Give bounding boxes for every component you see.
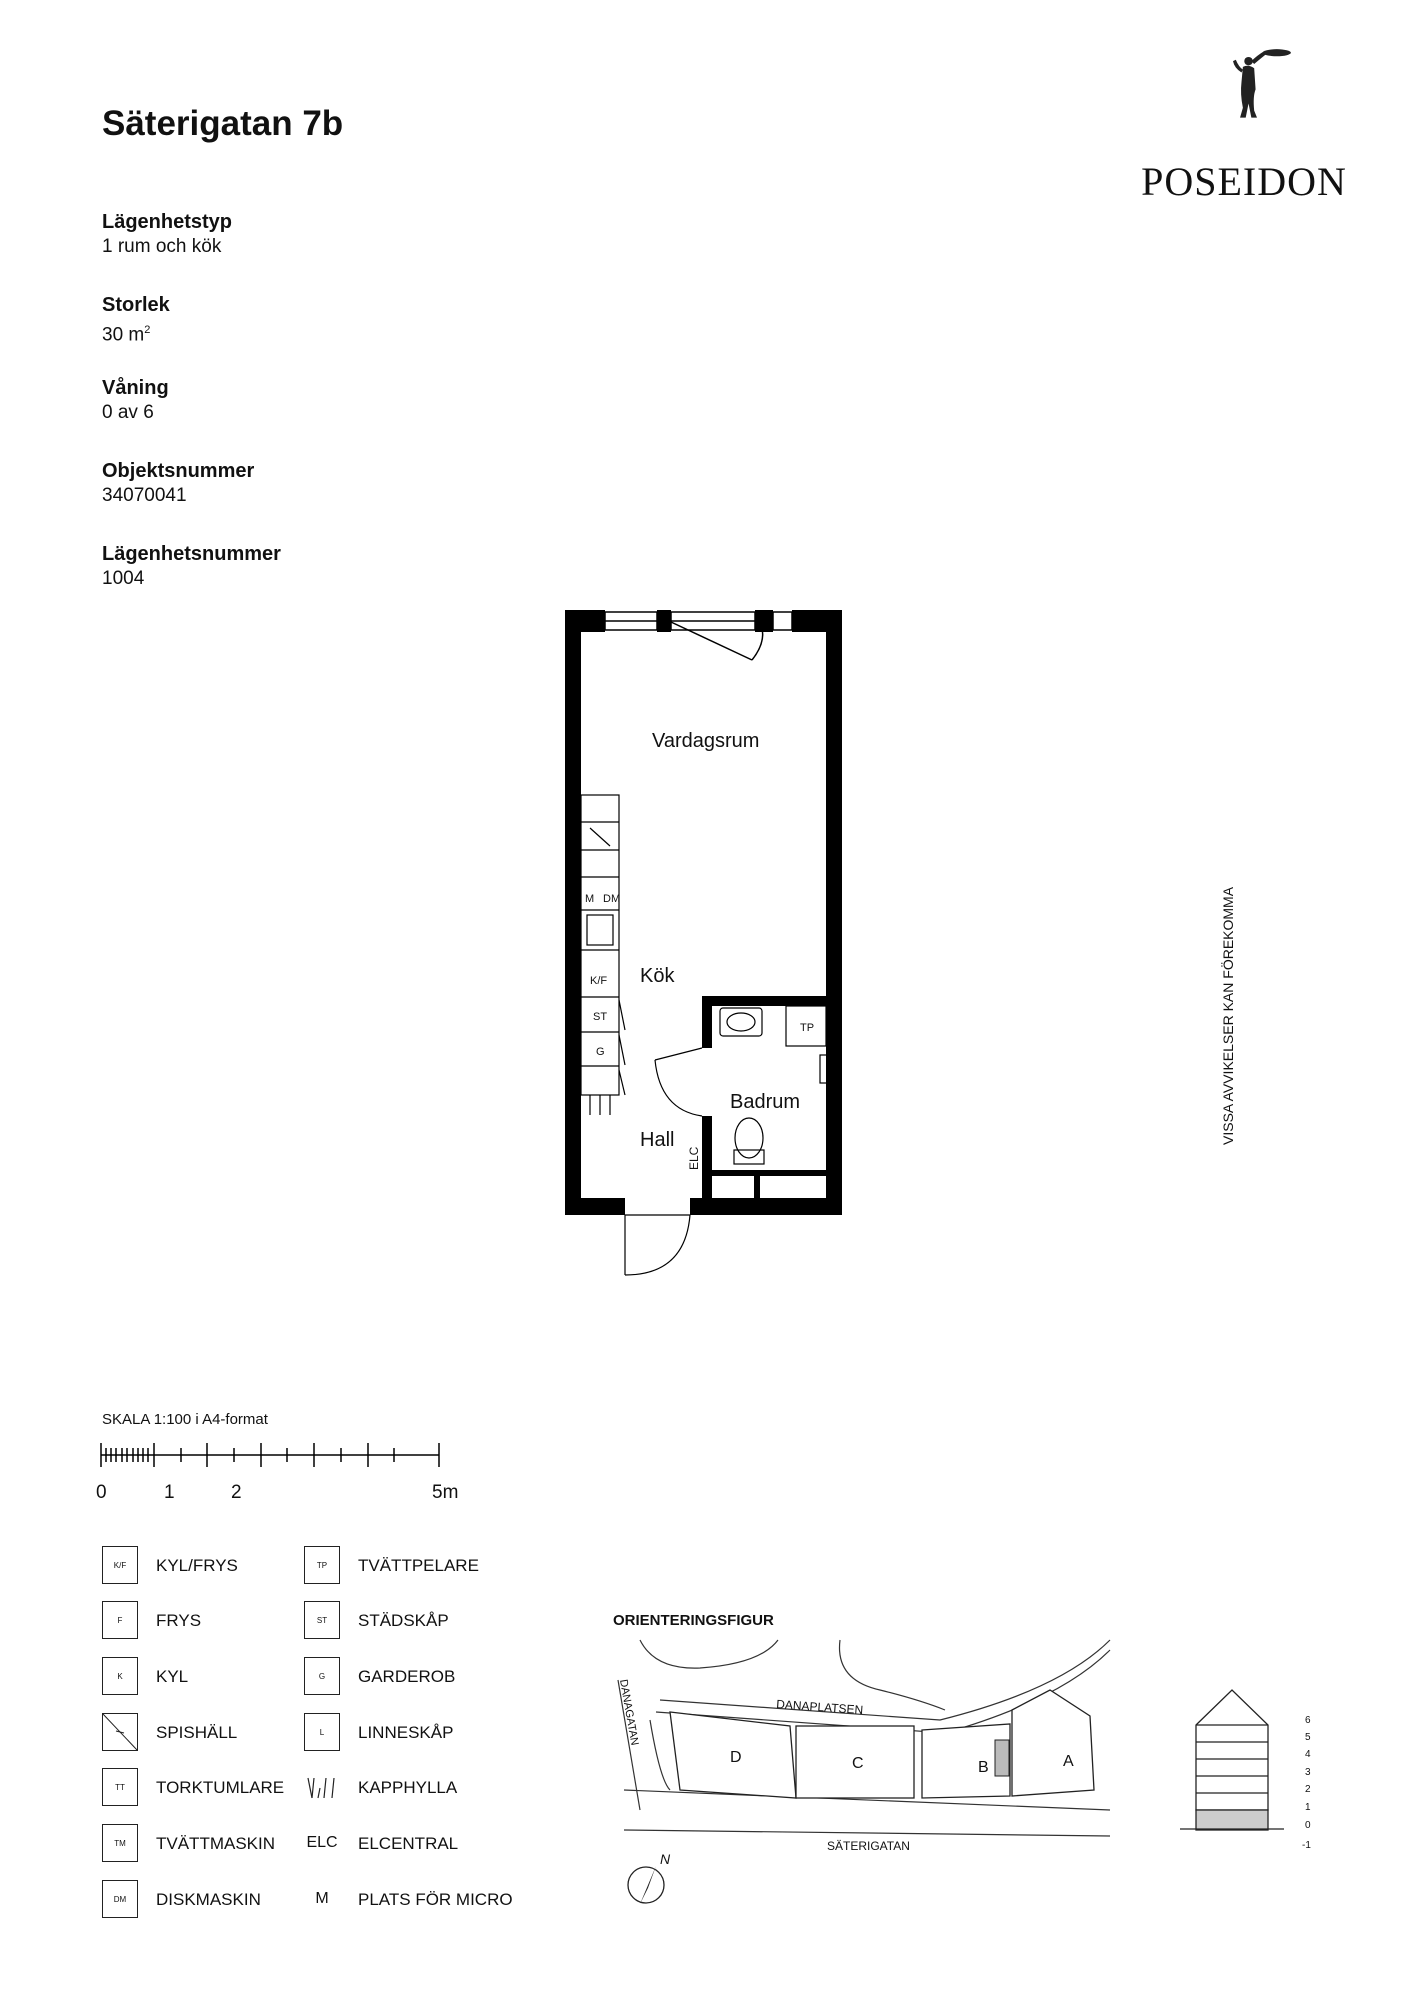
info-label: Objektsnummer <box>102 460 255 482</box>
info-value: 34070041 <box>102 485 187 506</box>
mark-washing-column: TP <box>800 1022 815 1034</box>
street-saterigatan: SÄTERIGATAN <box>827 1839 910 1853</box>
room-label-hall: Hall <box>640 1129 675 1151</box>
brand-logo-text: POSEIDON <box>1141 159 1347 204</box>
mark-cleaning-closet: ST <box>593 1011 608 1023</box>
disclaimer-text: VISSA AVVIKELSER KAN FÖREKOMMA <box>1220 886 1236 1145</box>
legend-text: LINNESKÅP <box>358 1723 454 1742</box>
floor-label-4: 4 <box>1305 1749 1311 1760</box>
info-label: Lägenhetstyp <box>102 211 233 233</box>
legend-text: DISKMASKIN <box>156 1890 261 1909</box>
legend-text: ELCENTRAL <box>358 1834 459 1853</box>
floor-label-6: 6 <box>1305 1715 1311 1726</box>
mark-wardrobe: G <box>596 1046 605 1058</box>
info-value: 0 av 6 <box>102 402 154 423</box>
scale-label: SKALA 1:100 i A4-format <box>102 1411 268 1428</box>
legend-text: FRYS <box>156 1611 202 1630</box>
mark-dishwasher: DM <box>603 893 621 905</box>
legend-symbol: ELC <box>306 1834 338 1851</box>
building-d-label: D <box>730 1749 742 1766</box>
info-label: Storlek <box>102 294 170 316</box>
legend-text: KYL <box>156 1667 189 1686</box>
legend-symbol: M <box>315 1890 329 1907</box>
legend-symbol: TM <box>102 1824 138 1862</box>
orientation-title: ORIENTERINGSFIGUR <box>613 1612 774 1629</box>
legend-text: TORKTUMLARE <box>156 1778 285 1797</box>
legend-symbol: ST <box>304 1601 340 1639</box>
legend-symbol: K/F <box>102 1546 138 1584</box>
floor-label-5: 5 <box>1305 1732 1311 1743</box>
mark-fridge-freezer: K/F <box>590 975 608 987</box>
building-b-label: B <box>978 1759 989 1776</box>
page-title: Säterigatan 7b <box>102 104 344 143</box>
legend-text: STÄDSKÅP <box>358 1611 449 1630</box>
room-label-vardagsrum: Vardagsrum <box>652 730 760 752</box>
scale-tick-0: 0 <box>96 1482 107 1503</box>
building-a-label: A <box>1063 1753 1074 1770</box>
info-label: Våning <box>102 377 169 399</box>
legend-text: TVÄTTMASKIN <box>156 1834 276 1853</box>
legend-text: KYL/FRYS <box>156 1556 238 1575</box>
floor-label-3: 3 <box>1305 1767 1311 1778</box>
info-label: Lägenhetsnummer <box>102 543 281 565</box>
scale-tick-5m: 5m <box>432 1482 459 1503</box>
mark-micro: M <box>585 893 595 905</box>
room-label-badrum: Badrum <box>730 1091 801 1113</box>
street-danaplatsen: DANAPLATSEN <box>775 1697 864 1718</box>
building-b-highlight <box>995 1740 1009 1776</box>
floor-label-2: 2 <box>1305 1784 1311 1795</box>
legend-symbol: K <box>102 1657 138 1695</box>
room-label-kok: Kök <box>640 965 675 987</box>
size-unit-exponent: 2 <box>144 324 151 336</box>
street-danagatan: DANAGATAN <box>617 1678 641 1747</box>
legend-symbol: TP <box>304 1546 340 1584</box>
legend-text: KAPPHYLLA <box>358 1778 458 1797</box>
floor-label-minus1: -1 <box>1302 1840 1311 1851</box>
north-label: N <box>660 1851 671 1867</box>
legend-symbol: G <box>304 1657 340 1695</box>
info-value: 1 rum och kök <box>102 236 222 257</box>
floor-label-1: 1 <box>1305 1802 1311 1813</box>
legend-symbol: L <box>304 1713 340 1751</box>
scale-tick-2: 2 <box>231 1482 242 1503</box>
floor-label-0: 0 <box>1305 1820 1311 1831</box>
info-value: 1004 <box>102 568 145 589</box>
legend-text: PLATS FÖR MICRO <box>358 1890 513 1909</box>
legend-text: GARDEROB <box>358 1667 456 1686</box>
legend-symbol: DM <box>102 1880 138 1918</box>
legend-symbol: F <box>102 1601 138 1639</box>
size-value: 30 m <box>102 324 145 346</box>
scale-tick-1: 1 <box>164 1482 175 1503</box>
building-section-icon <box>1180 1690 1284 1830</box>
building-c-label: C <box>852 1755 864 1772</box>
legend-text: TVÄTTPELARE <box>358 1556 479 1575</box>
legend-text: SPISHÄLL <box>156 1723 238 1742</box>
compass-icon <box>628 1866 664 1904</box>
legend-symbol: TT <box>102 1768 138 1806</box>
mark-electrical-panel: ELC <box>687 1146 701 1170</box>
